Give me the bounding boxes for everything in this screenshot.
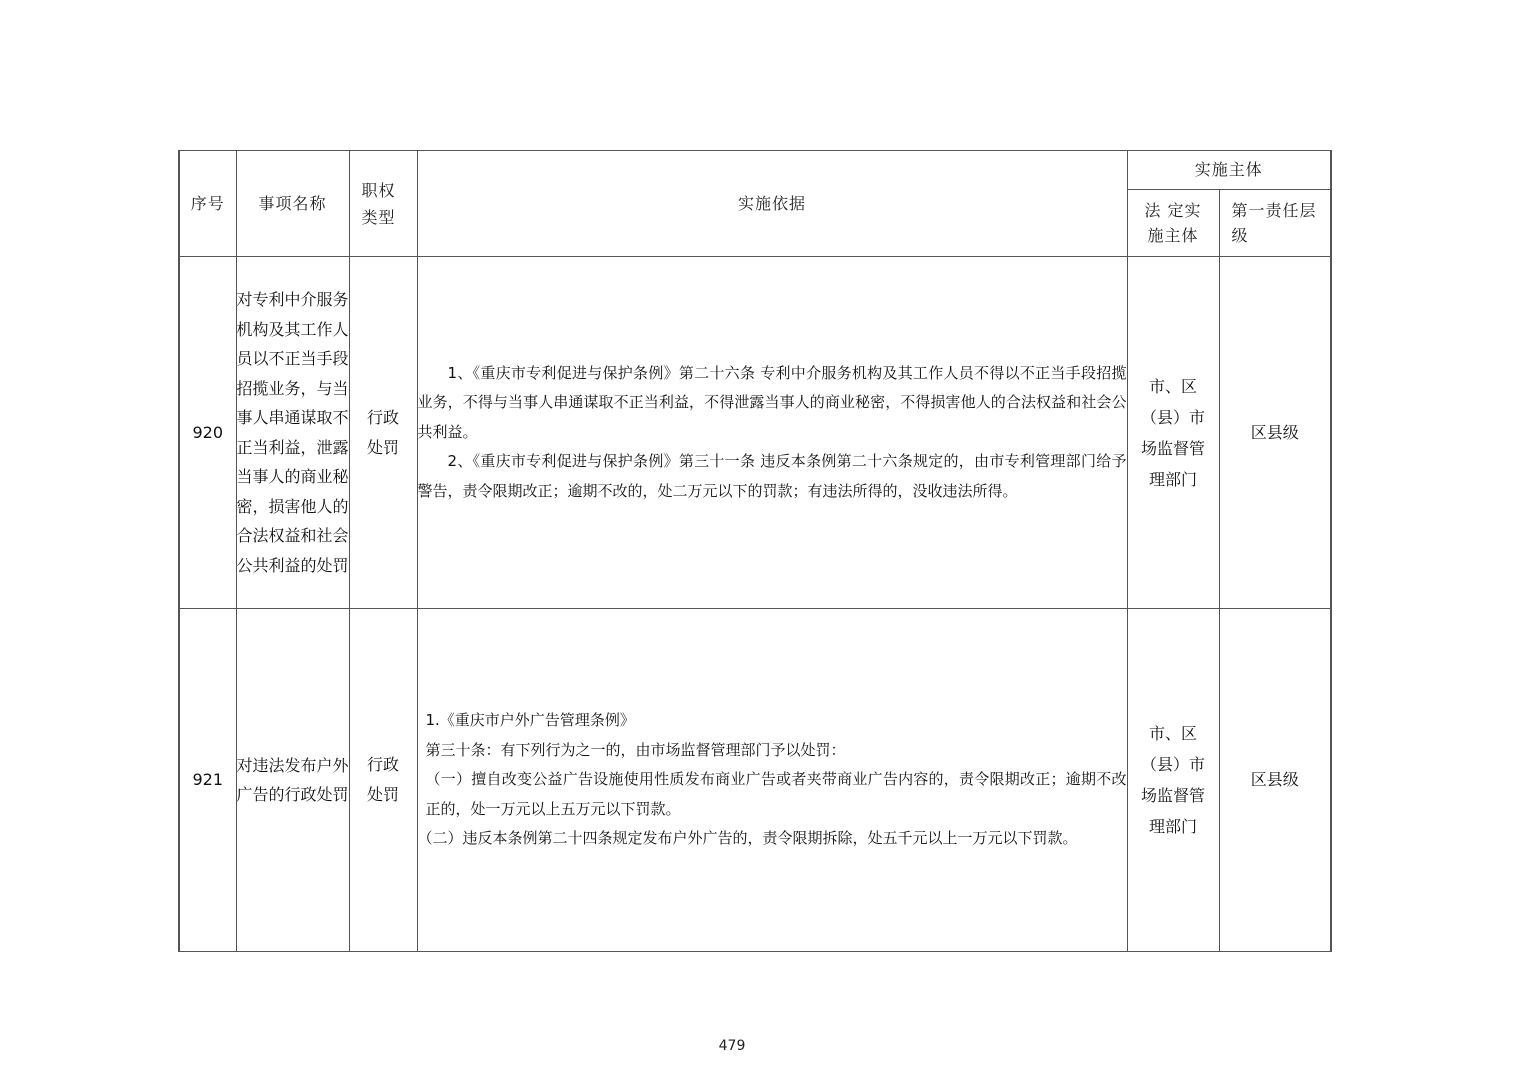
header-power-type-text: 职权类型: [361, 180, 396, 227]
row-legal-subject: 市、区（县）市场监督管理部门: [1127, 609, 1219, 952]
row-power-type: [349, 257, 417, 609]
row-seq: 921: [179, 609, 236, 952]
header-power-type: [349, 151, 417, 257]
row-item-name: 对违法发布户外广告的行政处罚: [236, 609, 349, 952]
page-number: 479: [718, 1038, 746, 1054]
header-basis: 实施依据: [417, 151, 1127, 257]
header-first-level: [1219, 190, 1331, 257]
header-first-level-text: 第一责任层级: [1231, 201, 1317, 245]
authority-table: [178, 150, 1332, 952]
row-basis: [417, 257, 1127, 609]
row-first-level: 区县级: [1219, 257, 1331, 609]
header-seq: 序号: [179, 151, 236, 257]
row-first-level: 区县级: [1219, 609, 1331, 952]
basis-paragraph: 2、《重庆市专利促进与保护条例》第三十一条 违反本条例第二十六条规定的，由市专利管理部门给予警告，责令限期改正；逾期不改的，处二万元以下的罚款；有违法所得的，没收违法所得。: [417, 452, 1127, 500]
basis-paragraph: 1、《重庆市专利促进与保护条例》第二十六条 专利中介服务机构及其工作人员不得以不正当手段招揽业务，不得与当事人串通谋取不正当利益，不得泄露当事人的商业秘密，不得损害他人的合法权益和社会公共利益。: [417, 363, 1127, 441]
row-seq: 920: [179, 257, 236, 609]
row-item-name: 对专利中介服务机构及其工作人员以不正当手段招揽业务，与当事人串通谋取不正当利益，泄露当事人的商业秘密，损害他人的合法权益和社会公共利益的处罚: [236, 257, 349, 609]
table-row: [179, 257, 1331, 609]
row-power-type-text: 行政处罚: [366, 755, 399, 804]
header-legal-subject: [1127, 190, 1219, 257]
header-subject-group: 实施主体: [1127, 151, 1331, 190]
basis-paragraph: （一）擅自改变公益广告设施使用性质发布商业广告或者夹带商业广告内容的，责令限期改正；逾期不改正的，处一万元以上五万元以下罚款。: [425, 770, 1127, 818]
basis-paragraph: 第三十条：有下列行为之一的，由市场监督管理部门予以处罚：: [425, 740, 846, 759]
table-row: [179, 609, 1331, 952]
basis-paragraph: 1.《重庆市户外广告管理条例》: [425, 711, 635, 730]
row-legal-subject: 市、区（县）市场监督管理部门: [1127, 257, 1219, 609]
header-item-name: 事项名称: [236, 151, 349, 257]
header-legal-subject-text: 法 定实施主体: [1144, 201, 1202, 245]
basis-paragraph: （二）违反本条例第二十四条规定发布户外广告的，责令限期拆除，处五千元以上一万元以下罚款。: [417, 829, 1078, 848]
row-power-type-text: 行政处罚: [366, 407, 399, 457]
header-row-1: [179, 151, 1331, 190]
row-power-type: [349, 609, 417, 952]
row-basis: [417, 609, 1127, 952]
